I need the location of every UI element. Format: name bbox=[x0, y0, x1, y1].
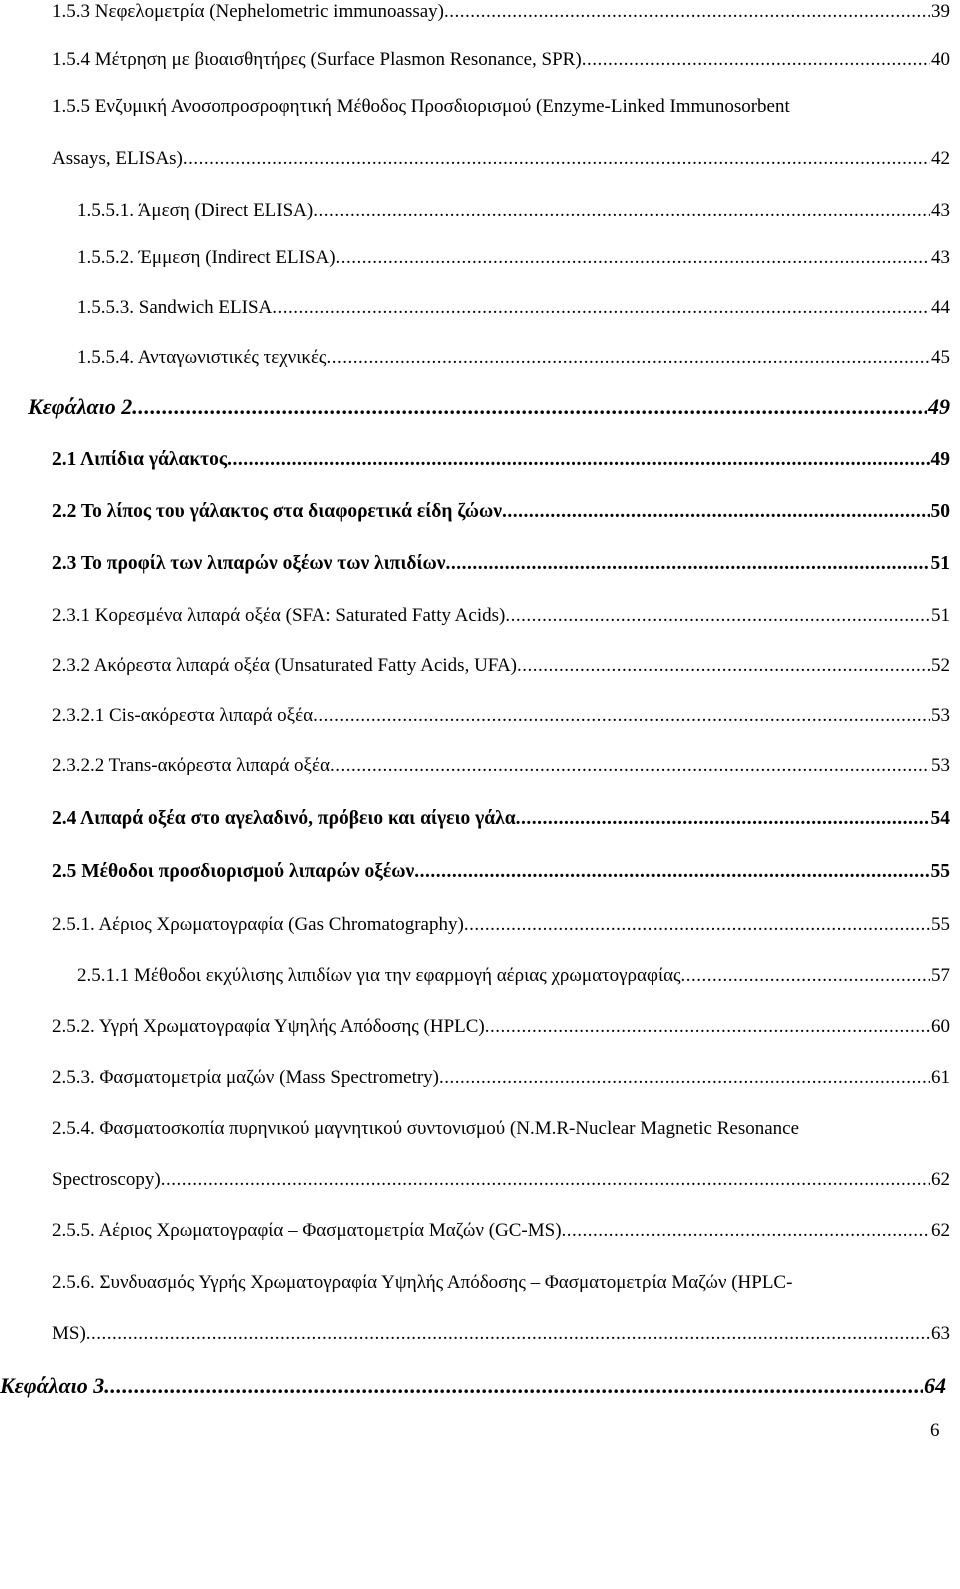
toc-entry[interactable] bbox=[77, 964, 950, 988]
toc-chapter-entry[interactable] bbox=[0, 1374, 946, 1398]
toc-leader-dots bbox=[464, 913, 930, 937]
toc-leader-dots bbox=[562, 1219, 930, 1243]
toc-leader-dots bbox=[161, 1168, 930, 1192]
toc-entry-page: 44 bbox=[931, 297, 950, 318]
toc-entry-page: 57 bbox=[931, 965, 950, 986]
toc-entry-page: 62 bbox=[931, 1220, 950, 1241]
toc-section-entry[interactable] bbox=[52, 860, 950, 884]
toc-entry[interactable] bbox=[52, 754, 950, 778]
toc-entry-page: 55 bbox=[931, 914, 950, 935]
toc-leader-dots bbox=[86, 1322, 930, 1346]
toc-entry[interactable] bbox=[52, 1015, 950, 1039]
toc-leader-dots bbox=[446, 552, 930, 576]
toc-entry-page: 49 bbox=[930, 449, 950, 470]
toc-entry-title: 2.3.2 Ακόρεστα λιπαρά οξέα (Unsaturated Fatty Acids, UFA) bbox=[52, 655, 517, 676]
toc-section-entry[interactable] bbox=[52, 500, 950, 524]
toc-entry-title: 2.4 Λιπαρά οξέα στο αγελαδινό, πρόβειο και αίγειο γάλα bbox=[52, 808, 516, 829]
toc-chapter-entry[interactable] bbox=[28, 395, 950, 419]
toc-entry-title-line1: 2.5.4. Φασματοσκοπία πυρηνικού μαγνητικού συντονισμού (N.M.R-Nuclear Magnetic Resonance bbox=[52, 1118, 800, 1139]
toc-entry-page: 55 bbox=[930, 861, 950, 882]
toc-entry[interactable] bbox=[52, 654, 950, 678]
toc-entry-page: 53 bbox=[931, 705, 950, 726]
toc-entry-title: 1.5.5.2. Έμμεση (Indirect ELISA) bbox=[77, 247, 336, 268]
toc-entry-title: 2.3.1 Κορεσμένα λιπαρά οξέα (SFA: Saturated Fatty Acids) bbox=[52, 605, 506, 626]
toc-entry[interactable] bbox=[77, 246, 950, 270]
toc-leader-dots bbox=[183, 147, 930, 171]
toc-leader-dots bbox=[485, 1015, 930, 1039]
toc-entry-page: 50 bbox=[930, 501, 950, 522]
toc-entry-page: 39 bbox=[931, 1, 950, 22]
toc-entry-page: 53 bbox=[931, 755, 950, 776]
toc-entry-page: 62 bbox=[931, 1169, 950, 1190]
toc-leader-dots bbox=[505, 604, 930, 628]
toc-entry-title: 2.1 Λιπίδια γάλακτος bbox=[52, 449, 228, 470]
toc-leader-dots bbox=[326, 346, 930, 370]
toc-entry-title: Spectroscopy) bbox=[52, 1169, 161, 1190]
toc-entry[interactable] bbox=[52, 0, 950, 24]
toc-entry-page: 64 bbox=[924, 1373, 946, 1398]
toc-entry[interactable] bbox=[52, 704, 950, 728]
toc-leader-dots bbox=[502, 500, 930, 524]
toc-entry[interactable] bbox=[52, 913, 950, 937]
toc-entry-page: 61 bbox=[931, 1067, 950, 1088]
toc-entry-title: 2.5 Μέθοδοι προσδιορισμού λιπαρών οξέων bbox=[52, 861, 415, 882]
toc-entry[interactable] bbox=[52, 1219, 950, 1243]
toc-entry-page: 52 bbox=[931, 655, 950, 676]
toc-entry-page: 40 bbox=[931, 49, 950, 70]
toc-entry[interactable] bbox=[52, 1322, 950, 1346]
toc-entry-page: 43 bbox=[931, 247, 950, 268]
toc-entry-title: 2.5.2. Υγρή Χρωματογραφία Υψηλής Απόδοσης (HPLC) bbox=[52, 1016, 485, 1037]
toc-entry[interactable] bbox=[52, 604, 950, 628]
toc-entry-title: 2.5.1. Αέριος Χρωματογραφία (Gas Chromatography) bbox=[52, 914, 464, 935]
toc-leader-dots bbox=[272, 296, 930, 320]
toc-entry-page: 43 bbox=[931, 200, 950, 221]
toc-entry-title: MS) bbox=[52, 1323, 86, 1344]
toc-entry-title: Κεφάλαιο 2 bbox=[28, 394, 133, 419]
toc-entry[interactable] bbox=[52, 48, 950, 72]
toc-entry-title: 1.5.4 Μέτρηση με βιοαισθητήρες (Surface Plasmon Resonance, SPR) bbox=[52, 49, 582, 70]
toc-leader-dots bbox=[227, 448, 929, 472]
toc-leader-dots bbox=[313, 199, 930, 223]
toc-section-entry[interactable] bbox=[52, 807, 950, 831]
toc-entry[interactable] bbox=[77, 346, 950, 370]
toc-leader-dots bbox=[313, 704, 930, 728]
toc-leader-dots bbox=[414, 860, 929, 884]
toc-entry-page: 63 bbox=[931, 1323, 950, 1344]
toc-leader-dots bbox=[439, 1066, 930, 1090]
toc-entry-page: 45 bbox=[931, 347, 950, 368]
toc-entry-title: 2.2 Το λίπος του γάλακτος στα διαφορετικά είδη ζώων bbox=[52, 501, 502, 522]
toc-entry[interactable] bbox=[77, 199, 950, 223]
toc-entry[interactable] bbox=[52, 1066, 950, 1090]
toc-leader-dots bbox=[444, 0, 930, 24]
toc-entry-title: 1.5.3 Νεφελομετρία (Nephelometric immunoassay) bbox=[52, 1, 444, 22]
toc-entry-page: 49 bbox=[928, 394, 950, 419]
toc-entry[interactable] bbox=[77, 296, 950, 320]
toc-leader-dots bbox=[516, 807, 930, 831]
toc-entry-title: 1.5.5.1. Άμεση (Direct ELISA) bbox=[77, 200, 314, 221]
page-number: 6 bbox=[930, 1420, 940, 1441]
toc-entry-title: 2.3.2.1 Cis-ακόρεστα λιπαρά οξέα bbox=[52, 705, 314, 726]
toc-entry-title: Κεφάλαιο 3 bbox=[0, 1373, 105, 1398]
toc-entry-title: 2.5.5. Αέριος Χρωματογραφία – Φασματομετρία Μαζών (GC-MS) bbox=[52, 1220, 562, 1241]
toc-section-entry[interactable] bbox=[52, 448, 950, 472]
toc-leader-dots bbox=[132, 395, 927, 419]
toc-entry-title-line1: 1.5.5 Ενζυμική Ανοσοπροσροφητική Μέθοδος Προσδιορισμού (Enzyme-Linked Immunosorbent bbox=[52, 96, 790, 117]
toc-section-entry[interactable] bbox=[52, 552, 950, 576]
toc-entry-page: 60 bbox=[931, 1016, 950, 1037]
toc-leader-dots bbox=[104, 1374, 923, 1398]
toc-entry-page: 51 bbox=[930, 553, 950, 574]
toc-entry-page: 42 bbox=[931, 148, 950, 169]
toc-entry-title: Assays, ELISAs) bbox=[52, 148, 183, 169]
toc-entry-page: 54 bbox=[930, 808, 950, 829]
toc-leader-dots bbox=[517, 654, 930, 678]
toc-entry-title: 2.3 Το προφίλ των λιπαρών οξέων των λιπιδίων bbox=[52, 553, 446, 574]
toc-entry[interactable] bbox=[52, 147, 950, 171]
toc-leader-dots bbox=[681, 964, 930, 988]
toc-entry-title: 2.5.3. Φασματομετρία μαζών (Mass Spectrometry) bbox=[52, 1067, 440, 1088]
toc-leader-dots bbox=[330, 754, 930, 778]
toc-entry-title: 1.5.5.4. Ανταγωνιστικές τεχνικές bbox=[77, 347, 327, 368]
toc-leader-dots bbox=[582, 48, 930, 72]
toc-entry-title: 1.5.5.3. Sandwich ELISA bbox=[77, 297, 273, 318]
toc-entry-title-line1: 2.5.6. Συνδυασμός Υγρής Χρωματογραφία Υψηλής Απόδοσης – Φασματομετρία Μαζών (HPLC- bbox=[52, 1272, 793, 1293]
toc-entry-title: 2.3.2.2 Trans-ακόρεστα λιπαρά οξέα bbox=[52, 755, 330, 776]
toc-entry[interactable] bbox=[52, 1168, 950, 1192]
toc-entry-page: 51 bbox=[931, 605, 950, 626]
toc-leader-dots bbox=[336, 246, 930, 270]
toc-entry-title: 2.5.1.1 Μέθοδοι εκχύλισης λιπιδίων για την εφαρμογή αέριας χρωματογραφίας bbox=[77, 965, 681, 986]
